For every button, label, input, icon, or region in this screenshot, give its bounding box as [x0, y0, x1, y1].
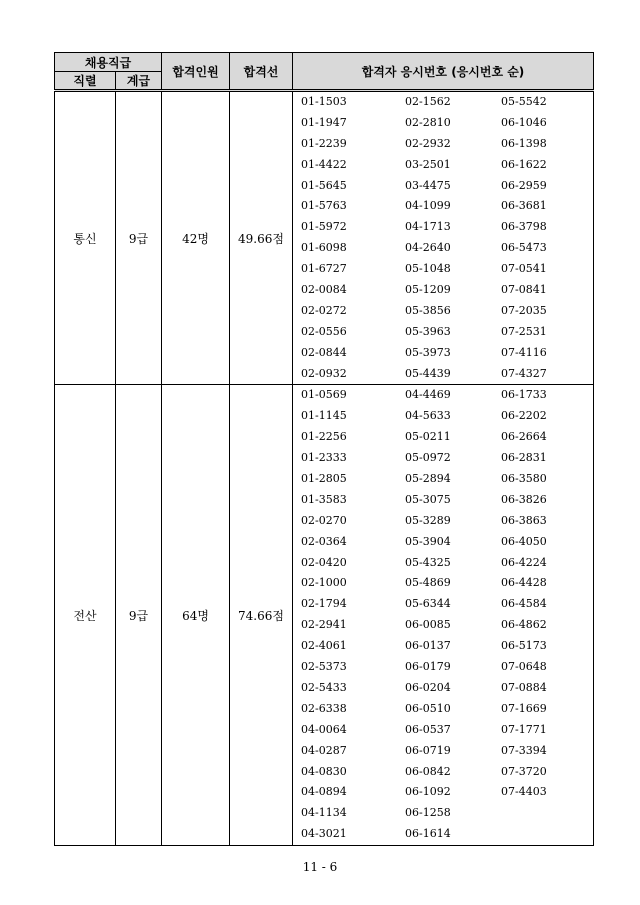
exam-number: 04-5633	[405, 409, 451, 423]
exam-number: 01-1947	[301, 115, 347, 129]
exam-number: 06-4050	[501, 534, 547, 548]
page-number: 11 - 6	[302, 860, 338, 874]
exam-number: 05-0972	[405, 451, 451, 465]
exam-number: 04-1099	[405, 199, 451, 213]
exam-number: 05-4325	[405, 555, 451, 569]
exam-number: 04-0064	[301, 722, 347, 736]
exam-number: 06-3580	[501, 472, 547, 486]
exam-number: 06-3681	[501, 199, 547, 213]
exam-number: 05-3289	[405, 513, 451, 527]
exam-number-grid	[293, 385, 593, 845]
cutoff-cell: 49.66점	[230, 91, 293, 385]
grade-cell: 9급	[116, 385, 162, 846]
exam-number	[501, 824, 597, 845]
exam-number: 02-1562	[405, 95, 451, 108]
exam-number: 07-3720	[501, 764, 547, 778]
exam-number: 06-1614	[405, 827, 451, 841]
header-series: 직렬	[55, 72, 116, 91]
exam-number: 01-1503	[301, 95, 347, 108]
exam-number: 06-0719	[405, 743, 451, 757]
exam-number: 07-0541	[501, 262, 547, 276]
exam-number: 01-2333	[301, 451, 347, 465]
series-cell: 전산	[55, 385, 116, 846]
exam-number: 02-0420	[301, 555, 347, 569]
exam-number: 04-1713	[405, 220, 451, 234]
exam-number: 06-1258	[405, 806, 451, 820]
exam-number: 02-5373	[301, 660, 347, 674]
exam-number: 02-6338	[301, 701, 347, 715]
exam-number: 07-3394	[501, 743, 547, 757]
exam-number: 05-1048	[405, 262, 451, 276]
exam-number: 02-0272	[301, 303, 347, 317]
exam-number: 07-4327	[501, 366, 547, 380]
exam-number: 05-3904	[405, 534, 451, 548]
exam-number: 01-0569	[301, 388, 347, 402]
exam-number: 05-1209	[405, 283, 451, 297]
exam-number: 01-3583	[301, 492, 347, 506]
exam-number: 05-2894	[405, 472, 451, 486]
exam-number: 06-0537	[405, 722, 451, 736]
pass-count-cell: 42명	[162, 91, 230, 385]
exam-number: 02-2941	[301, 618, 347, 632]
exam-number: 01-5645	[301, 178, 347, 192]
exam-number: 05-3075	[405, 492, 451, 506]
exam-number: 07-2035	[501, 303, 547, 317]
exam-number: 06-1046	[501, 115, 547, 129]
exam-number: 02-0844	[301, 345, 347, 359]
exam-number: 02-4061	[301, 639, 347, 653]
exam-number: 02-0556	[301, 324, 347, 338]
exam-number: 06-3863	[501, 513, 547, 527]
table-row	[55, 91, 594, 385]
exam-number: 04-2640	[405, 241, 451, 255]
exam-number: 06-0179	[405, 660, 451, 674]
exam-number: 06-0085	[405, 618, 451, 632]
exam-number: 01-2805	[301, 472, 347, 486]
exam-number: 01-2239	[301, 136, 347, 150]
exam-number: 02-2932	[405, 136, 451, 150]
exam-number: 01-5972	[301, 220, 347, 234]
exam-number: 06-4862	[501, 618, 547, 632]
exam-number: 05-3963	[405, 324, 451, 338]
exam-number: 03-4475	[405, 178, 451, 192]
exam-number: 05-3973	[405, 345, 451, 359]
table-row	[55, 385, 594, 846]
exam-number: 02-2810	[405, 115, 451, 129]
results-table	[54, 52, 594, 846]
exam-number: 05-4439	[405, 366, 451, 380]
exam-number-grid	[293, 92, 593, 384]
exam-number: 01-6098	[301, 241, 347, 255]
exam-number: 06-0204	[405, 680, 451, 694]
exam-number: 06-0137	[405, 639, 451, 653]
series-cell: 통신	[55, 91, 116, 385]
exam-number: 05-5542	[501, 95, 547, 108]
exam-number: 07-1669	[501, 701, 547, 715]
exam-number: 05-6344	[405, 597, 451, 611]
exam-number: 04-0287	[301, 743, 347, 757]
exam-number: 06-1398	[501, 136, 547, 150]
exam-numbers-cell	[293, 385, 594, 846]
header-exam-numbers: 합격자 응시번호 (응시번호 순)	[293, 53, 594, 91]
exam-number: 05-4869	[405, 576, 451, 590]
pass-count-cell: 64명	[162, 385, 230, 846]
exam-number: 06-1622	[501, 157, 547, 171]
exam-number: 02-0932	[301, 366, 347, 380]
exam-number	[501, 803, 597, 824]
exam-number: 04-0894	[301, 785, 347, 799]
exam-number: 05-0211	[405, 430, 451, 444]
exam-number: 05-3856	[405, 303, 451, 317]
exam-number: 06-2959	[501, 178, 547, 192]
exam-number: 07-0648	[501, 660, 547, 674]
exam-number: 01-2256	[301, 430, 347, 444]
exam-number: 02-0270	[301, 513, 347, 527]
exam-number: 07-2531	[501, 324, 547, 338]
exam-number: 02-1794	[301, 597, 347, 611]
exam-number: 06-0510	[405, 701, 451, 715]
exam-number: 07-0884	[501, 680, 547, 694]
exam-number: 07-4403	[501, 785, 547, 799]
exam-number: 02-1000	[301, 576, 347, 590]
exam-number: 06-5173	[501, 639, 547, 653]
exam-number: 04-0830	[301, 764, 347, 778]
exam-number: 07-4116	[501, 345, 547, 359]
exam-number: 04-1134	[301, 806, 347, 820]
cutoff-cell: 74.66점	[230, 385, 293, 846]
exam-number: 02-5433	[301, 680, 347, 694]
header-cutoff: 합격선	[230, 53, 293, 91]
exam-number: 06-4584	[501, 597, 547, 611]
exam-number: 06-4428	[501, 576, 547, 590]
exam-number: 06-1733	[501, 388, 547, 402]
exam-number: 03-2501	[405, 157, 451, 171]
header-group-recruit-rank: 채용직급	[55, 53, 162, 72]
exam-number: 07-1771	[501, 722, 547, 736]
header-grade: 계급	[116, 72, 162, 91]
exam-number: 02-0084	[301, 283, 347, 297]
exam-number: 06-3798	[501, 220, 547, 234]
exam-number: 06-5473	[501, 241, 547, 255]
exam-number: 02-0364	[301, 534, 347, 548]
exam-number: 06-2202	[501, 409, 547, 423]
exam-numbers-cell	[293, 91, 594, 385]
exam-number: 04-3021	[301, 827, 347, 841]
exam-number: 01-4422	[301, 157, 347, 171]
exam-number: 06-0842	[405, 764, 451, 778]
exam-number: 06-4224	[501, 555, 547, 569]
exam-number: 06-1092	[405, 785, 451, 799]
exam-number: 06-2831	[501, 451, 547, 465]
exam-number: 06-2664	[501, 430, 547, 444]
exam-number: 07-0841	[501, 283, 547, 297]
exam-number: 01-1145	[301, 409, 347, 423]
grade-cell: 9급	[116, 91, 162, 385]
exam-number: 04-4469	[405, 388, 451, 402]
exam-number: 06-3826	[501, 492, 547, 506]
exam-number: 01-6727	[301, 262, 347, 276]
exam-number: 01-5763	[301, 199, 347, 213]
header-pass-count: 합격인원	[162, 53, 230, 91]
table-header	[55, 53, 594, 91]
